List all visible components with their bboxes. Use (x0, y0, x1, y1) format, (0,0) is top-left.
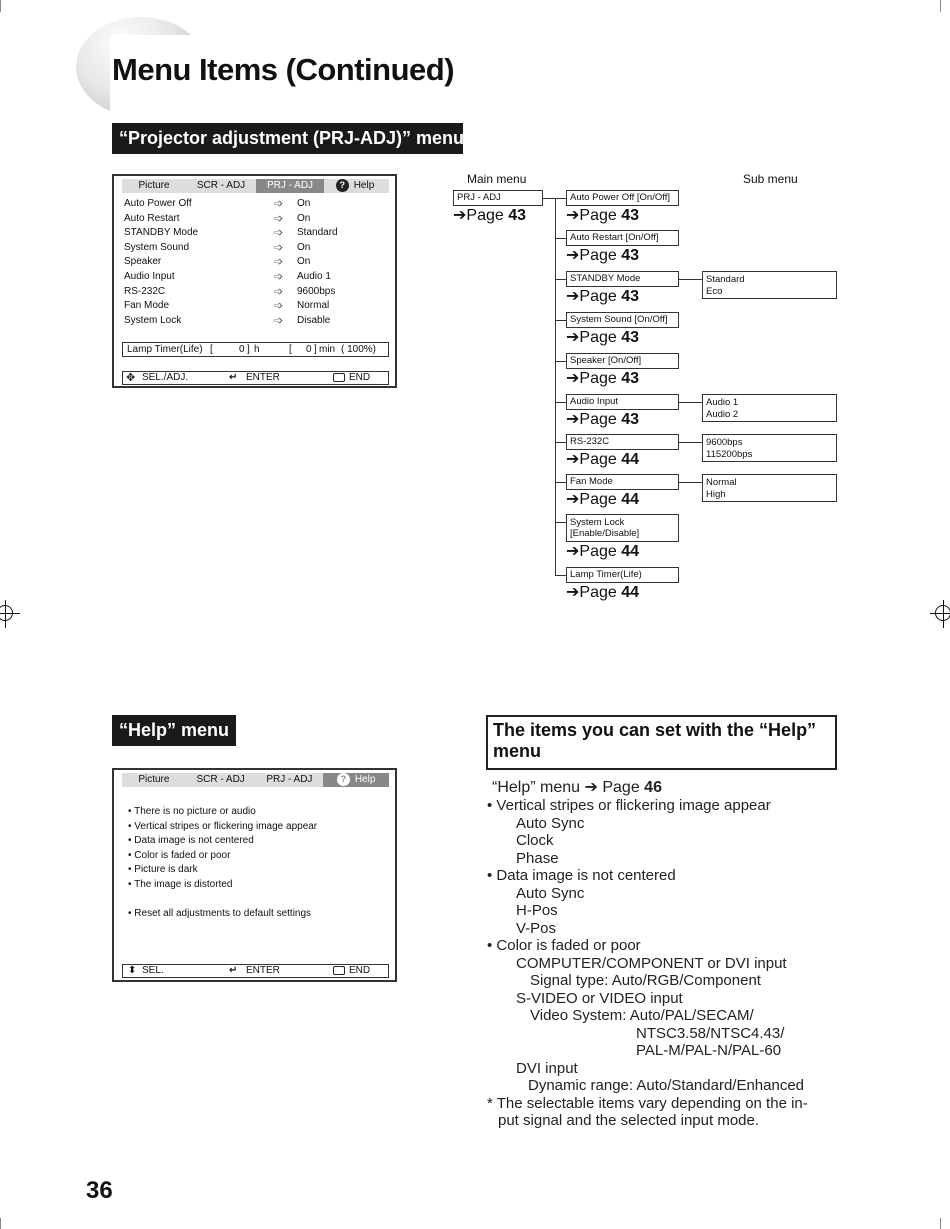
tree-branch-line (555, 238, 566, 239)
tree-branch-line (555, 361, 566, 362)
tree-main-page-num: 43 (508, 207, 527, 224)
tree-item-box (566, 514, 679, 542)
items-line: Phase (516, 849, 559, 867)
lamp-hours: 0 (239, 344, 245, 355)
tree-branch-line (555, 482, 566, 483)
osd-row-value: 9600bps (297, 285, 336, 297)
tab-help-label: Help (353, 180, 375, 192)
tree-item-page-num: 43 (621, 411, 640, 428)
lamp-minutes-unit: min (319, 344, 336, 355)
page-arrow-icon: ➔ (453, 207, 467, 224)
tab-picture[interactable]: Picture (138, 774, 170, 785)
tree-sub-connector (679, 402, 702, 403)
crop-mark (0, 0, 1, 12)
enter-icon: ↵ (229, 372, 238, 383)
registration-mark (935, 605, 950, 621)
tree-sub-box (702, 271, 837, 299)
arrow-right-icon: ➩ (274, 256, 284, 269)
tree-item-page-num: 44 (621, 584, 640, 601)
tree-item-page-prefix: Page (579, 288, 617, 305)
help-option (128, 892, 317, 907)
footer-sel: SEL./ADJ. (142, 372, 189, 383)
page-arrow-icon: ➔ (584, 779, 598, 796)
tree-item-page-prefix: Page (579, 491, 617, 508)
page-arrow-icon: ➔ (566, 451, 580, 468)
osd-tab-bar (122, 179, 389, 193)
items-line: Clock (516, 832, 554, 849)
footer-end: END (349, 965, 371, 976)
tree-sub-option: Eco (706, 286, 723, 297)
page-arrow-icon: ➔ (566, 543, 580, 560)
items-line: Auto Sync (516, 884, 585, 902)
items-line: • Vertical stripes or flickering image appear (487, 797, 771, 814)
osd-row-value: On (297, 256, 311, 268)
page-arrow-icon: ➔ (566, 329, 580, 346)
osd-row-label[interactable]: Auto Power Off (124, 198, 192, 209)
tree-sub-connector (679, 442, 702, 443)
help-option[interactable]: • Reset all adjustments to default settings (128, 907, 312, 919)
help-icon: ? (336, 179, 349, 192)
tree-branch-line (555, 575, 566, 576)
tree-item-page-prefix: Page (579, 329, 617, 346)
help-option[interactable]: • Color is faded or poor (128, 849, 231, 861)
move-arrows-icon: ✥ (126, 372, 136, 384)
help-section-title: “Help” menu (112, 715, 236, 746)
items-line: • Color is faded or poor (487, 937, 641, 954)
osd-row-value: On (297, 212, 311, 224)
tree-item-page-num: 43 (621, 288, 640, 305)
page-arrow-icon: ➔ (566, 584, 580, 601)
arrow-right-icon: ➩ (274, 314, 284, 327)
osd-tab-bar (122, 773, 389, 787)
tree-item-page-num: 44 (621, 491, 640, 508)
prj-section-title: “Projector adjustment (PRJ-ADJ)” menu (112, 123, 463, 154)
tree-sub-option: High (706, 489, 726, 500)
help-option[interactable]: • Vertical stripes or flickering image appear (128, 820, 318, 832)
page-title: Menu Items (Continued) (112, 52, 455, 87)
tree-item-page (566, 411, 639, 429)
osd-row-label[interactable]: RS-232C (124, 285, 166, 297)
tree-branch-line (555, 402, 566, 403)
tree-sub-option: 115200bps (706, 449, 753, 460)
footer-enter: ENTER (246, 372, 280, 383)
help-page-ref (492, 779, 662, 797)
tree-item-box: Auto Power Off [On/Off] (566, 190, 679, 206)
menu-button-icon (333, 373, 345, 382)
help-osd-panel (112, 768, 397, 982)
tree-item-page-num: 43 (621, 329, 640, 346)
osd-row-label[interactable]: Audio Input (124, 271, 175, 282)
tree-item-label: [Enable/Disable] (570, 528, 640, 539)
tab-scr-adj[interactable]: SCR - ADJ (196, 180, 246, 191)
registration-mark (0, 605, 13, 621)
tab-prj-adj[interactable]: PRJ - ADJ (266, 774, 313, 785)
prj-osd-panel (112, 174, 397, 388)
tree-item-page (566, 288, 639, 306)
lamp-timer-box (122, 342, 389, 357)
page-arrow-icon: ➔ (566, 207, 580, 224)
items-line: S-VIDEO or VIDEO input (516, 989, 683, 1007)
lamp-percent: ( 100%) (341, 344, 377, 355)
osd-row-value: Standard (297, 227, 338, 239)
items-line: COMPUTER/COMPONENT or DVI input (516, 954, 787, 972)
footer-sel: SEL. (142, 965, 164, 976)
tree-item-page (566, 451, 639, 469)
items-line: Signal type: Auto/RGB/Component (530, 972, 761, 989)
tree-sub-option: Audio 1 (706, 397, 739, 408)
crop-mark (0, 1218, 1, 1229)
tree-item-page-num: 43 (621, 370, 640, 387)
osd-row-value: Normal (297, 300, 330, 312)
osd-row-label[interactable]: STANDBY Mode (124, 227, 199, 239)
help-option[interactable]: • There is no picture or audio (128, 806, 256, 817)
tree-item-box: System Sound [On/Off] (566, 312, 679, 328)
footer-end: END (349, 372, 371, 383)
lamp-minutes: 0 (306, 344, 312, 355)
osd-row-value: Audio 1 (297, 271, 331, 282)
tree-item-page-num: 44 (621, 451, 640, 468)
page-arrow-icon: ➔ (566, 491, 580, 508)
crop-mark (940, 1218, 941, 1229)
tree-item-label: System Lock (570, 517, 625, 528)
menu-button-icon (333, 966, 345, 975)
page-arrow-icon: ➔ (566, 247, 580, 264)
tree-item-page-prefix: Page (579, 370, 617, 387)
tree-item-page (566, 370, 639, 388)
help-ref-prefix: “Help” menu (492, 779, 581, 796)
items-line: * The selectable items vary depending on the in- (487, 1094, 808, 1112)
tree-item-page (566, 584, 639, 602)
items-line: V-Pos (516, 919, 557, 937)
osd-row-label[interactable]: System Sound (124, 241, 190, 253)
tree-branch-line (555, 522, 566, 523)
osd-footer (122, 964, 389, 978)
page-arrow-icon: ➔ (566, 411, 580, 428)
tree-sub-option: Normal (706, 477, 737, 488)
arrow-right-icon: ➩ (274, 212, 284, 225)
tree-sub-box (702, 394, 837, 422)
tab-scr-adj[interactable]: SCR - ADJ (196, 774, 245, 785)
crop-mark (940, 0, 941, 12)
osd-row-value: Disable (297, 314, 331, 326)
tree-item-box: Fan Mode (566, 474, 679, 490)
sub-menu-label: Sub menu (743, 172, 798, 186)
tree-item-page (566, 543, 639, 561)
arrow-right-icon: ➩ (274, 227, 284, 240)
help-icon: ? (337, 773, 350, 786)
tree-item-box: Auto Restart [On/Off] (566, 230, 679, 246)
tree-item-page-prefix: Page (579, 584, 617, 601)
lamp-timer-label: Lamp Timer(Life) (127, 344, 203, 355)
tree-branch-line (555, 198, 566, 199)
help-ref-page-num: 46 (644, 779, 662, 796)
items-line: DVI input (516, 1059, 578, 1077)
tree-sub-option: 9600bps (706, 437, 743, 448)
arrow-right-icon: ➩ (274, 300, 284, 313)
arrow-right-icon: ➩ (274, 285, 284, 298)
tree-branch-line (555, 320, 566, 321)
tree-item-page-num: 44 (621, 543, 640, 560)
tree-sub-box (702, 434, 837, 462)
tree-item-box: Speaker [On/Off] (566, 353, 679, 369)
osd-row-label[interactable]: Fan Mode (124, 300, 170, 312)
footer-enter: ENTER (246, 965, 280, 976)
bracket-close: ] (314, 344, 317, 355)
tree-item-box: RS-232C (566, 434, 679, 450)
osd-row-label[interactable]: Auto Restart (124, 212, 180, 224)
tree-sub-option: Standard (706, 274, 745, 285)
tree-main-item: PRJ - ADJ (453, 190, 543, 206)
tab-prj-adj[interactable]: PRJ - ADJ (256, 179, 324, 193)
tab-help[interactable] (323, 773, 389, 787)
help-option[interactable]: • Picture is dark (128, 864, 198, 875)
items-line: • Data image is not centered (487, 867, 676, 884)
bracket-open: [ (210, 344, 213, 355)
tree-item-page-prefix: Page (579, 207, 617, 224)
tree-item-page-prefix: Page (579, 543, 617, 560)
tree-item-page-prefix: Page (579, 247, 617, 264)
tree-main-page-prefix: Page (466, 207, 504, 224)
page-arrow-icon: ➔ (566, 288, 580, 305)
tab-help[interactable] (324, 179, 386, 193)
tree-item-page (566, 247, 639, 265)
tree-item-page-prefix: Page (579, 451, 617, 468)
osd-row-label[interactable]: System Lock (124, 314, 182, 326)
bracket-open: [ (289, 344, 292, 355)
help-ref-page-word: Page (602, 779, 640, 796)
help-item-list (128, 805, 317, 921)
tree-branch-line (555, 442, 566, 443)
items-line: Auto Sync (516, 814, 585, 832)
help-option[interactable]: • Data image is not centered (128, 835, 254, 846)
tree-branch-line (555, 279, 566, 280)
arrow-right-icon: ➩ (274, 198, 284, 210)
items-line: Video System: Auto/PAL/SECAM/ (530, 1007, 754, 1024)
main-menu-label: Main menu (467, 172, 527, 186)
tree-item-box: Lamp Timer(Life) (566, 567, 679, 583)
arrow-right-icon: ➩ (274, 271, 284, 283)
osd-row-value: On (297, 241, 311, 253)
tree-sub-connector (679, 279, 702, 280)
items-line: put signal and the selected input mode. (498, 1112, 760, 1129)
tree-item-page-num: 43 (621, 247, 640, 264)
page-number: 36 (86, 1177, 113, 1204)
items-line: Dynamic range: Auto/Standard/Enhanced (528, 1077, 805, 1094)
items-line: PAL-M/PAL-N/PAL-60 (636, 1042, 782, 1059)
tree-main-page (453, 207, 526, 225)
enter-icon: ↵ (229, 965, 238, 976)
tree-item-page (566, 329, 639, 347)
tree-item-page (566, 491, 639, 509)
tab-help-label: Help (354, 774, 376, 786)
arrow-right-icon: ➩ (274, 241, 284, 254)
page-arrow-icon: ➔ (566, 370, 580, 387)
up-down-arrows-icon: ⬍ (128, 965, 137, 976)
tab-picture[interactable]: Picture (138, 180, 170, 191)
bracket-close: ] (247, 344, 250, 355)
osd-row-value: On (297, 198, 311, 209)
tree-item-page-num: 43 (621, 207, 640, 224)
items-line: H-Pos (516, 902, 558, 919)
help-option[interactable]: • The image is distorted (128, 878, 233, 890)
tree-sub-option: Audio 2 (706, 409, 739, 420)
tree-item-page-prefix: Page (579, 411, 617, 428)
tree-trunk-line (555, 198, 556, 576)
tree-sub-connector (679, 482, 702, 483)
tree-item-box: Audio Input (566, 394, 679, 410)
items-line: NTSC3.58/NTSC4.43/ (636, 1024, 785, 1042)
tree-sub-box (702, 474, 837, 502)
tree-item-box: STANDBY Mode (566, 271, 679, 287)
osd-footer (122, 371, 389, 385)
tree-item-page (566, 207, 639, 225)
items-section-title: The items you can set with the “Help” menu (486, 715, 837, 770)
lamp-hours-unit: h (254, 344, 260, 355)
osd-row-label[interactable]: Speaker (124, 256, 162, 268)
